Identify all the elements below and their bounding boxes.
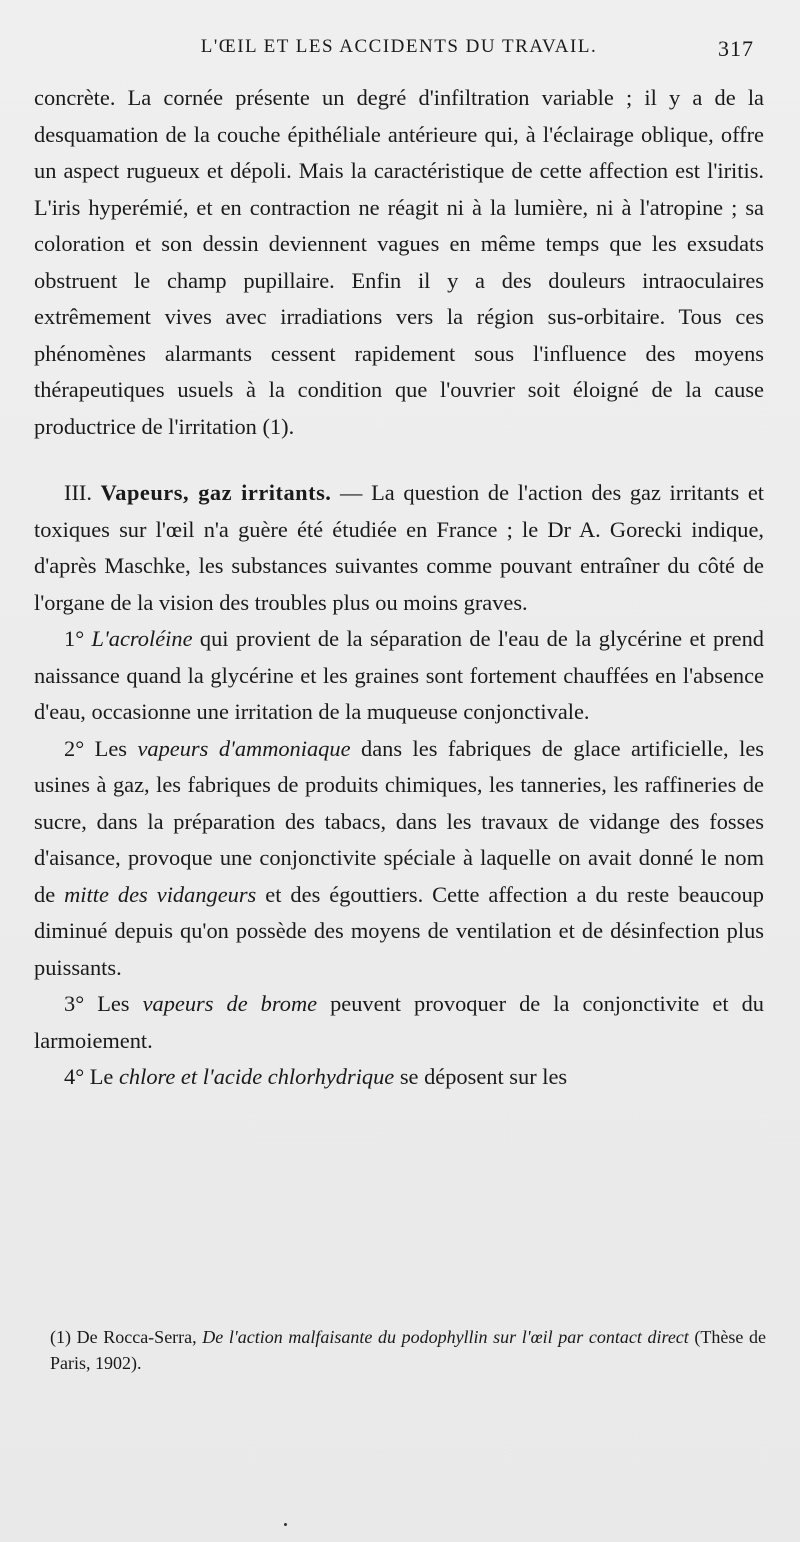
item-1-term: L'acroléine: [91, 626, 193, 651]
item-2-term-2: mitte des vidangeurs: [64, 881, 257, 907]
item-3-term: vapeurs de brome: [142, 991, 318, 1016]
item-2-text-a: dans les fabriques de glace artificielle, les usines à gaz, les fabriques de produits chimiques, les tanneries, les raffineries de sucre, dans la préparation des tabacs, dans les travaux de vidange des fosses d'aisance, provoque une conjonctivite spéciale à laquelle on avait donné le nom de: [34, 735, 764, 907]
item-1-number: 1°: [64, 626, 92, 651]
paragraph-continuation: concrète. La cornée présente un degré d'infiltration variable ; il y a de la desquamation de la couche épithéliale antérieure qui, à l'éclairage oblique, offre un aspect rugueux et dépoli. Mais la caractéristique de cette affection est l'iritis. L'iris hyperémié, et en contraction ne réagit ni à la lumière, ni à l'atropine ; sa coloration et son dessin deviennent vagues en même temps que les exsudats obstruent le champ pupillaire. Enfin il y a des douleurs intraoculaires extrêmement vives avec irradiations vers la région sus-orbitaire. Tous ces phénomènes alarmants cessent rapidement sous l'influence des moyens thérapeutiques usuels à la condition que l'ouvrier soit éloigné de la cause productrice de l'irritation (1).: [34, 85, 764, 439]
item-2-term: vapeurs d'ammoniaque: [137, 735, 351, 761]
item-3-number: 3° Les: [64, 991, 143, 1016]
item-4-number: 4° Le: [64, 1064, 119, 1089]
item-2-text-b: et des égouttiers. Cette affection a du reste beaucoup diminué depuis qu'on possède des moyens de ventilation et de désinfection plus puissants.: [34, 881, 764, 980]
footnote-title: De l'action malfaisante du podophyllin sur l'œil par contact direct: [202, 1327, 689, 1347]
footnote-marker: (1): [50, 1327, 77, 1347]
print-speck: [284, 1523, 287, 1526]
item-2-number: 2° Les: [64, 735, 138, 761]
running-title: L'ŒIL ET LES ACCIDENTS DU TRAVAIL.: [200, 36, 598, 57]
page-body: [34, 80, 764, 1096]
item-1-text: qui provient de la séparation de l'eau de la glycérine et prend naissance quand la glycérine et les graines sont fortement chauffées en l'absence d'eau, occasionne une irritation de la muqueuse conjonctivale.: [34, 626, 764, 724]
page-header: [34, 36, 764, 66]
list-item-1: [34, 621, 764, 731]
section-3-paragraph: [34, 475, 764, 621]
item-4-term: chlore et l'acide chlorhydrique: [118, 1064, 395, 1089]
footnote: [50, 1324, 766, 1376]
list-item-3: [34, 986, 764, 1059]
section-title: Vapeurs, gaz irritants.: [100, 480, 332, 505]
page-number: 317: [718, 36, 754, 61]
footnote-source: (Thèse de Paris, 1902).: [50, 1327, 766, 1373]
list-item-2: [34, 731, 764, 987]
section-number: III.: [64, 480, 92, 505]
list-item-4: [34, 1059, 764, 1096]
section-intro: — La question de l'action des gaz irritants et toxiques sur l'œil n'a guère été étudiée en France ; le Dr A. Gorecki indique, d'après Maschke, les substances suivantes comme pouvant entraîner du côté de l'organe de la vision des troubles plus ou moins graves.: [34, 480, 765, 615]
item-3-text: peuvent provoquer de la conjonctivite et du larmoiement.: [34, 991, 764, 1053]
item-4-text: se déposent sur les: [394, 1064, 568, 1089]
footnote-author: De Rocca-Serra,: [76, 1327, 203, 1347]
